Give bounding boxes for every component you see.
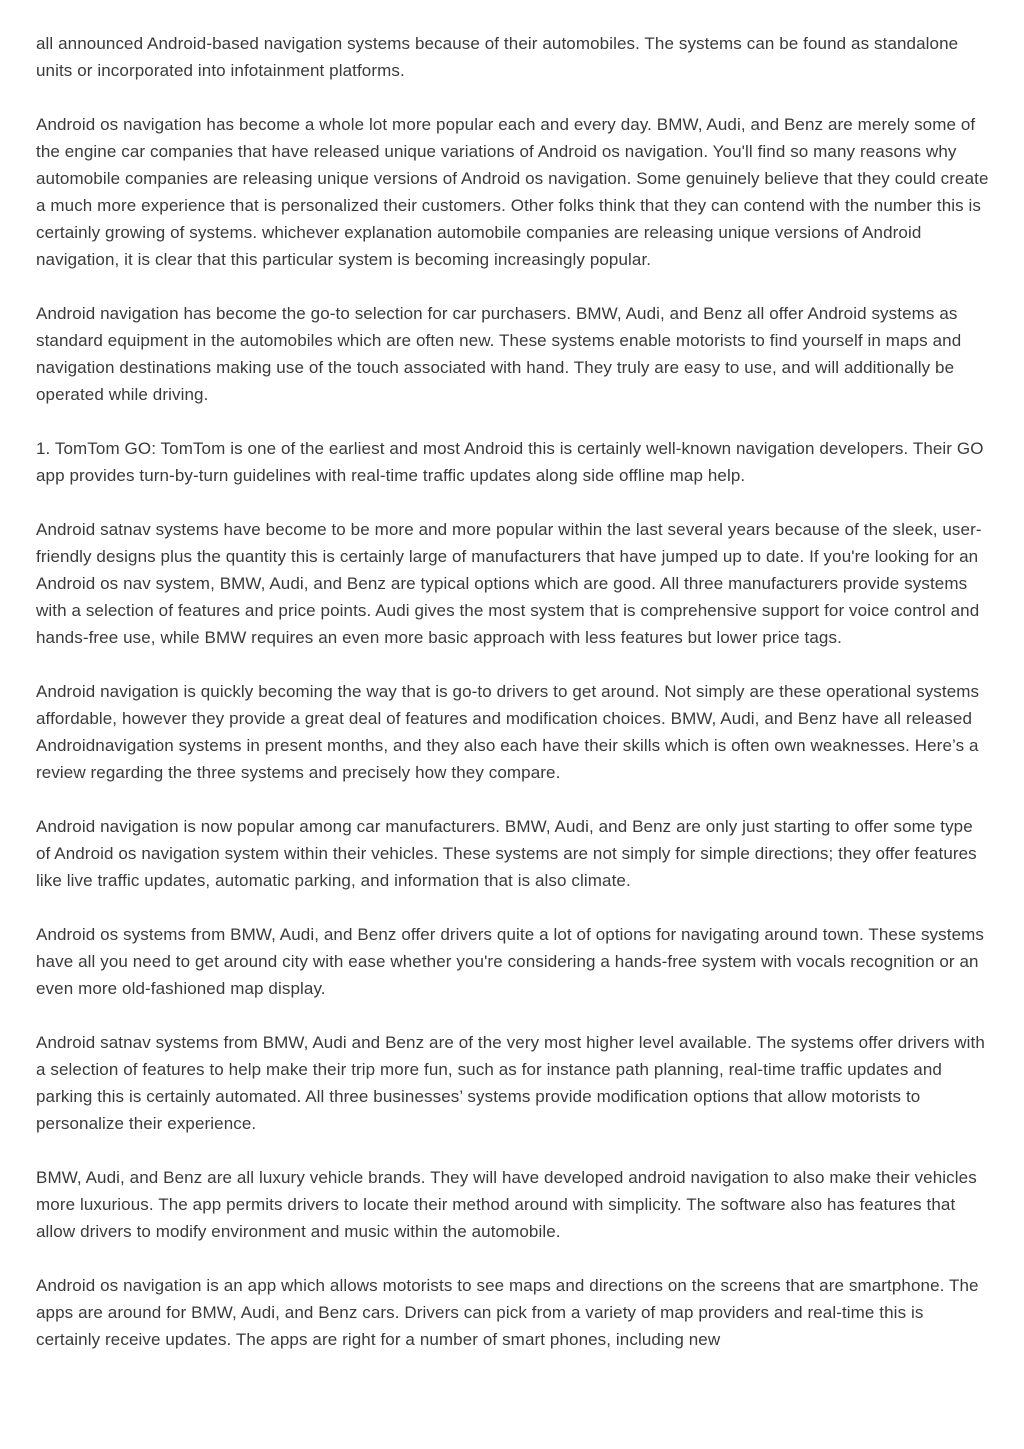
paragraph-satnav-growth: Android satnav systems have become to be more and more popular within the last several years because of the sleek, user-friendly designs plus the quantity this is certainly large of manufacturers that have jumped up to date. If you're looking for an Android os nav system, BMW, Audi, and Benz are typical options which are good. All three manufacturers provide systems with a selection of features and price points. Audi gives the most system that is comprehensive support for voice control and hands-free use, while BMW requires an even more basic approach with less features but lower price tags. — [36, 520, 982, 647]
paragraph-app-maps: Android os navigation is an app which allows motorists to see maps and directions on the screens that are smartphone. The apps are around for BMW, Audi, and Benz cars. Drivers can pick from a variety of map providers and real-time this is certainly receive updates. The apps are right for a number of smart phones, including new — [36, 1276, 979, 1349]
paragraph-intro: all announced Android-based navigation systems because of their automobiles. The systems can be found as standalone units or incorporated into infotainment platforms. — [36, 34, 959, 80]
paragraph-go-to-selection: Android navigation has become the go-to selection for car purchasers. BMW, Audi, and Benz all offer Android systems as standard equipment in the automobiles which are often new. These systems enable motorists to find yourself in maps and navigation destinations making use of the touch associated with hand. They truly are easy to use, and will additionally be operated while driving. — [36, 304, 962, 404]
paragraph-popularity: Android os navigation has become a whole lot more popular each and every day. BMW, Audi, and Benz are merely some of the engine car companies that have released unique variations of Android os navigation. You'll find so many reasons why automobile companies are releasing unique versions of Android os navigation. Some genuinely believe that they could create a much more experience that is personalized their customers. Other folks think that they can contend with the number this is certainly growing of systems. whichever explanation automobile companies are releasing unique versions of Android navigation, it is clear that this particular system is becoming increasingly popular. — [36, 115, 989, 269]
paragraph-luxury-brands: BMW, Audi, and Benz are all luxury vehicle brands. They will have developed android navigation to also make their vehicles more luxurious. The app permits drivers to locate their method around with simplicity. The software also has features that allow drivers to modify environment and music within the automobile. — [36, 1168, 977, 1241]
paragraph-tomtom-go: 1. TomTom GO: TomTom is one of the earliest and most Android this is certainly well-known navigation developers. Their GO app provides turn-by-turn guidelines with real-time traffic updates along side offline map help. — [36, 439, 984, 485]
paragraph-higher-level-systems: Android satnav systems from BMW, Audi and Benz are of the very most higher level available. The systems offer drivers with a selection of features to help make their trip more fun, such as for instance path planning, real-time traffic updates and parking this is certainly automated. All three businesses’ systems provide modification options that allow motorists to personalize their experience. — [36, 1033, 985, 1133]
paragraph-navigation-options: Android os systems from BMW, Audi, and Benz offer drivers quite a lot of options for navigating around town. These systems have all you need to get around city with ease whether you're considering a hands-free system with vocals recognition or an even more old-fashioned map display. — [36, 925, 984, 998]
paragraph-systems-review: Android navigation is quickly becoming the way that is go-to drivers to get around. Not simply are these operational systems affordable, however they provide a great deal of features and modification choices. BMW, Audi, and Benz have all released Androidnavigation systems in present months, and they also each have their skills which is often own weaknesses. Here’s a review regarding the three systems and precisely how they compare. — [36, 682, 980, 782]
paragraph-manufacturer-adoption: Android navigation is now popular among car manufacturers. BMW, Audi, and Benz are only just starting to offer some type of Android os navigation system within their vehicles. These systems are not simply for simple directions; they offer features like live traffic updates, automatic parking, and information that is also climate. — [36, 817, 977, 890]
